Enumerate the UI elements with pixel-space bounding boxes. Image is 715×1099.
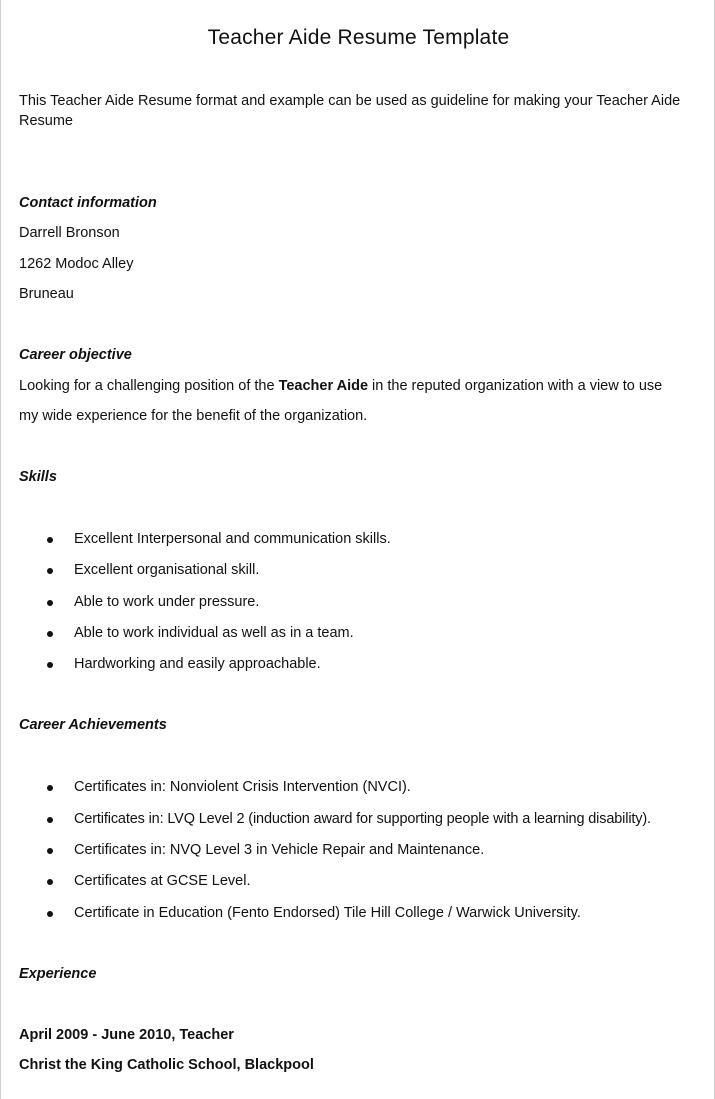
objective-heading: Career objective <box>19 347 132 363</box>
experience-employer: Christ the King Catholic School, Blackpool <box>19 1057 314 1073</box>
skill-item <box>1 531 715 551</box>
skill-item <box>1 562 715 582</box>
bullet-icon <box>47 631 53 637</box>
contact-heading: Contact information <box>19 195 157 211</box>
skill-item-text: Excellent organisational skill. <box>74 562 260 578</box>
contact-city: Bruneau <box>19 286 74 302</box>
bullet-icon <box>47 785 53 791</box>
skill-item <box>1 625 715 645</box>
objective-line-2: my wide experience for the benefit of the organization. <box>19 408 368 424</box>
skill-item-text: Able to work under pressure. <box>74 594 260 610</box>
contact-address: 1262 Modoc Alley <box>19 256 134 272</box>
achievement-item-text: Certificate in Education (Fento Endorsed) Tile Hill College / Warwick University. <box>74 905 581 921</box>
experience-heading: Experience <box>19 966 97 982</box>
achievement-item-text: Certificates in: Nonviolent Crisis Intervention (NVCI). <box>74 779 411 795</box>
achievement-item-text: Certificates at GCSE Level. <box>74 873 251 889</box>
achievement-item <box>1 842 715 862</box>
objective-line-1-prefix: Looking for a challenging position of the <box>19 378 279 394</box>
achievement-item <box>1 873 715 893</box>
bullet-icon <box>47 662 53 668</box>
bullet-icon <box>47 848 53 854</box>
skill-item <box>1 594 715 614</box>
bullet-icon <box>47 879 53 885</box>
bullet-icon <box>47 537 53 543</box>
achievements-heading: Career Achievements <box>19 717 167 733</box>
bullet-icon <box>47 911 53 917</box>
objective-line-1-bold: Teacher Aide <box>278 378 369 394</box>
skill-item-text: Excellent Interpersonal and communication skills. <box>74 531 391 547</box>
bullet-icon <box>47 817 53 823</box>
achievement-item-text: Certificates in: LVQ Level 2 (induction award for supporting people with a learning disability). <box>74 811 651 827</box>
skill-item-text: Able to work individual as well as in a team. <box>74 625 354 641</box>
document-title: Teacher Aide Resume Template <box>207 26 510 49</box>
achievement-item <box>1 779 715 799</box>
skills-heading: Skills <box>19 469 57 485</box>
achievement-item-text: Certificates in: NVQ Level 3 in Vehicle Repair and Maintenance. <box>74 842 485 858</box>
achievement-item <box>1 905 715 925</box>
contact-name: Darrell Bronson <box>19 225 120 241</box>
skill-item <box>1 656 715 676</box>
skill-item-text: Hardworking and easily approachable. <box>74 656 321 672</box>
bullet-icon <box>47 568 53 574</box>
bullet-icon <box>47 600 53 606</box>
objective-line-1 <box>19 378 662 394</box>
intro-paragraph: This Teacher Aide Resume format and example can be used as guideline for making your Teacher Aide Resume <box>19 93 681 129</box>
experience-period: April 2009 - June 2010, Teacher <box>19 1027 234 1043</box>
objective-line-1-suffix: in the reputed organization with a view to use <box>368 378 663 394</box>
achievement-item <box>1 811 715 831</box>
